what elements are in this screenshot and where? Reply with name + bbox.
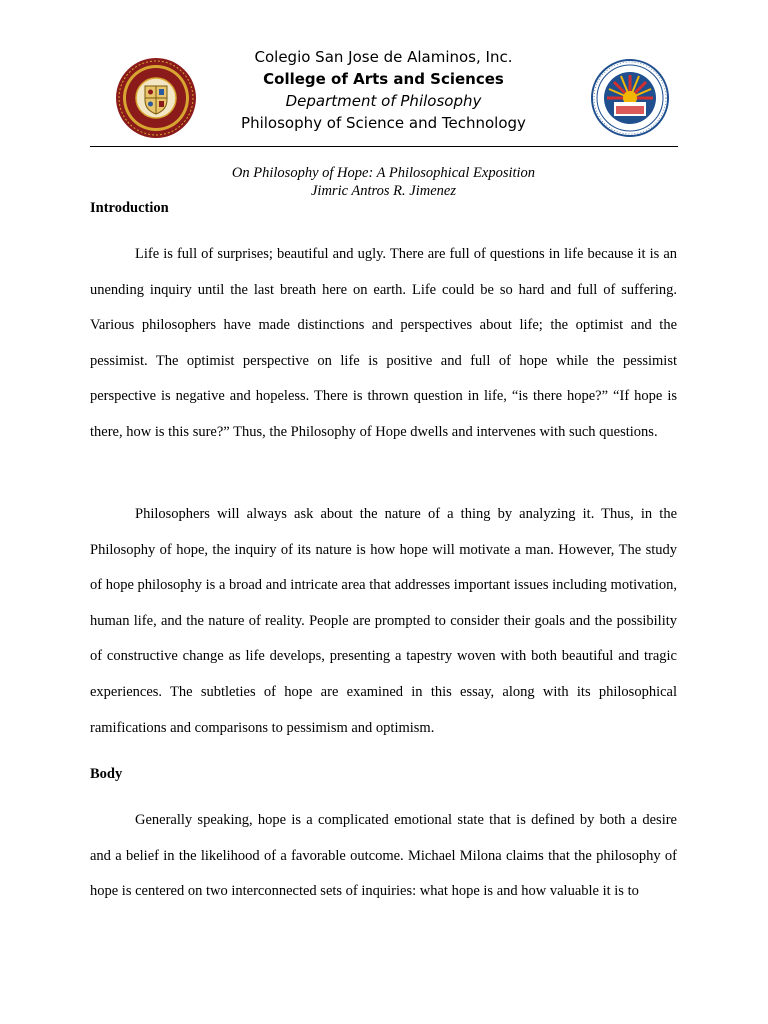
section-heading-body: Body: [90, 766, 123, 782]
institution-name: Colegio San Jose de Alaminos, Inc.: [254, 48, 513, 66]
document-title-block: [90, 164, 677, 200]
header-divider: [90, 146, 678, 147]
course-name: Philosophy of Science and Technology: [241, 114, 526, 132]
paragraph-body-1: Generally speaking, hope is a complicated emotional state that is defined by both a desire and a belief in the likelihood of a favorable outcome. Michael Milona claims that the philosophy of hope is centered on two interconnected sets of inquiries: what hope is and how valuable it is to: [90, 812, 677, 900]
ched-seal-icon: [590, 58, 670, 138]
letterhead: [90, 44, 677, 146]
document-author: Jimric Antros R. Jimenez: [311, 183, 456, 199]
document-title: On Philosophy of Hope: A Philosophical Exposition: [231, 165, 536, 181]
letterhead-text: [210, 46, 557, 134]
department-name: Department of Philosophy: [285, 92, 482, 110]
section-heading-introduction: Introduction: [90, 200, 169, 216]
paragraph-intro-1: Life is full of surprises; beautiful and ugly. There are full of questions in life because it is an unending inquiry until the last breath here on earth. Life could be so hard and full of suffering. Various philosophers have made distinctions and perspectives about life; the optimist and the pessimist. The optimist perspective on life is positive and full of hope while the pessimist perspective is negative and hopeless. There is thrown question in life, “is there hope?” “If hope is there, how is this sure?” Thus, the Philosophy of Hope dwells and intervenes with such questions.: [90, 246, 677, 440]
school-seal-icon: [114, 56, 198, 140]
college-name: College of Arts and Sciences: [263, 70, 504, 88]
paragraph-intro-2: Philosophers will always ask about the nature of a thing by analyzing it. Thus, in the Philosophy of hope, the inquiry of its nature is how hope will motivate a man. However, The study of hope philosophy is a broad and intricate area that addresses important issues including motivation, human life, and the nature of reality. People are prompted to consider their goals and the possibility of constructive change as life develops, presenting a tapestry woven with both beautiful and tragic experiences. The subtleties of hope are examined in this essay, along with its philosophical ramifications and comparisons to pessimism and optimism.: [90, 506, 677, 736]
